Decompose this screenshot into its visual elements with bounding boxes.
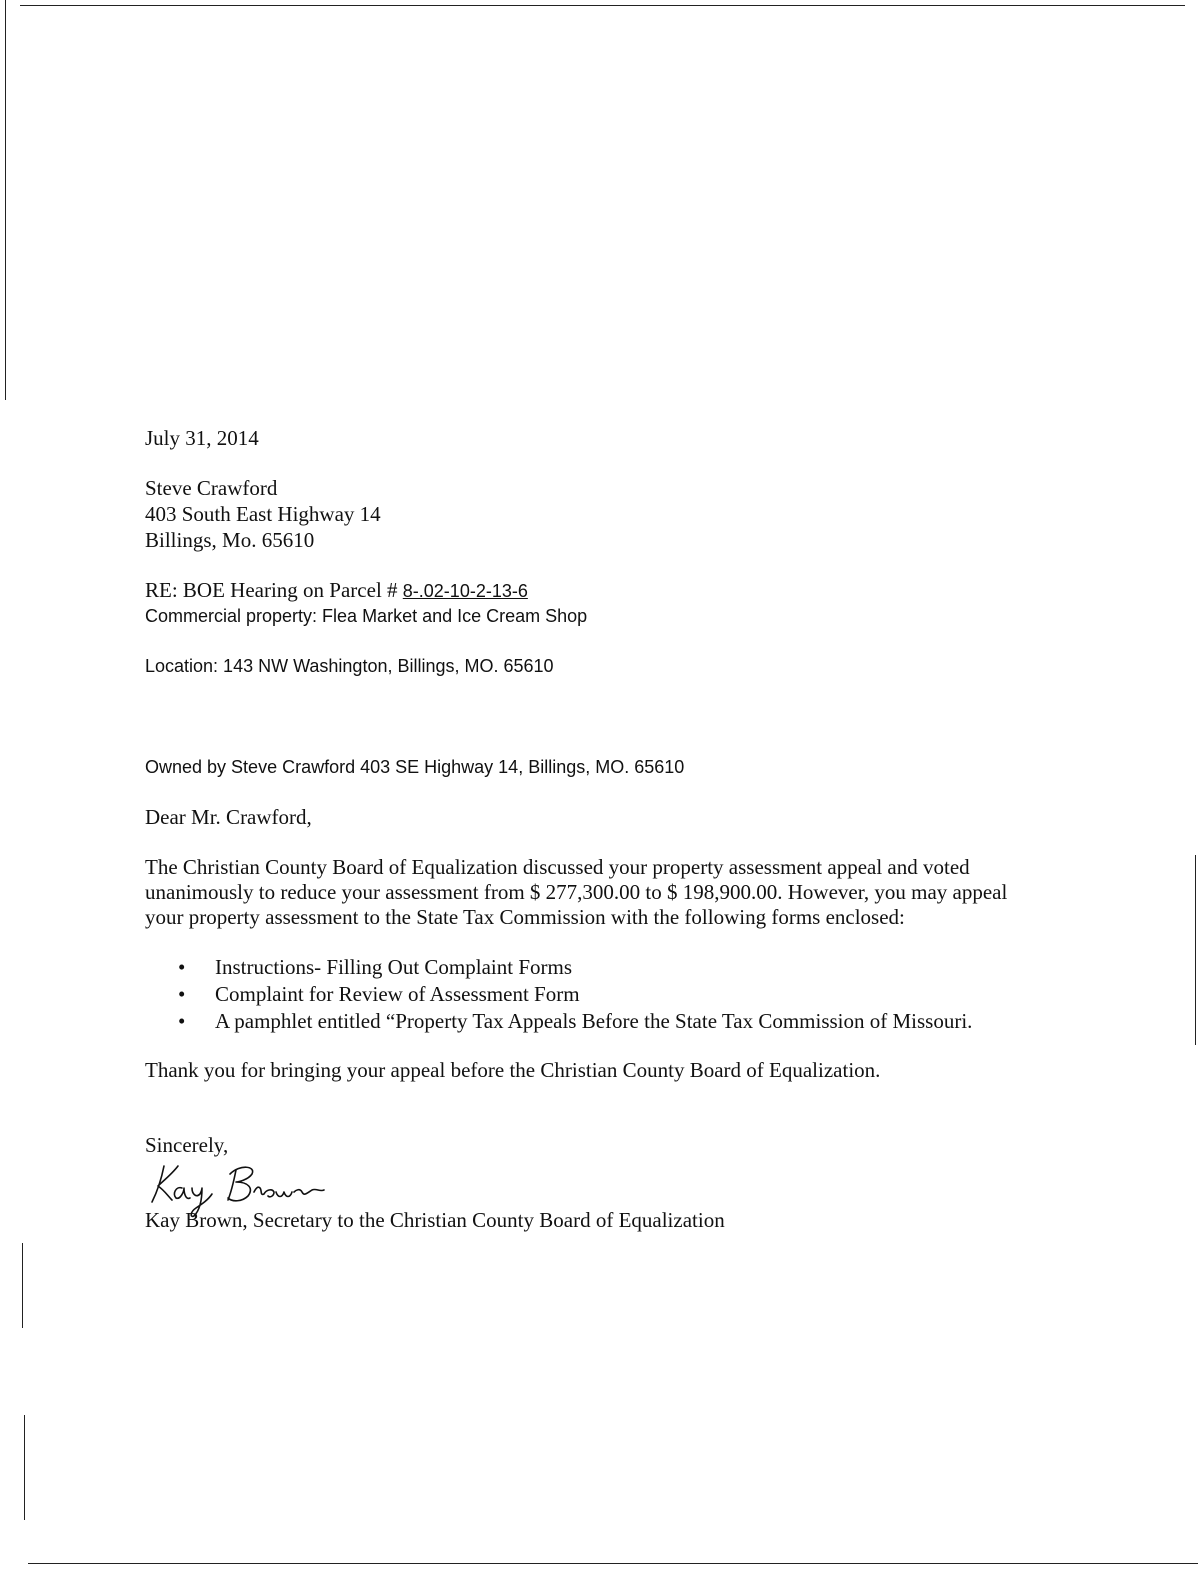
list-item-text: Complaint for Review of Assessment Form — [215, 982, 580, 1006]
list-item — [178, 1008, 972, 1034]
scan-border-right — [1195, 855, 1196, 1045]
bullet-icon: • — [178, 955, 186, 979]
re-prefix: RE: BOE Hearing on Parcel # — [145, 578, 398, 602]
list-item — [178, 981, 580, 1007]
letter-date: July 31, 2014 — [145, 426, 259, 450]
salutation: Dear Mr. Crawford, — [145, 805, 312, 829]
scan-border-left — [5, 0, 6, 400]
parcel-number: 8-.02-10-2-13-6 — [402, 581, 528, 601]
property-location: Location: 143 NW Washington, Billings, MO. 65610 — [145, 656, 554, 676]
signer-line: Kay Brown, Secretary to the Christian County Board of Equalization — [145, 1208, 725, 1232]
list-item-text: Instructions- Filling Out Complaint Forms — [215, 955, 573, 979]
recipient-street: 403 South East Highway 14 — [145, 502, 381, 526]
recipient-city: Billings, Mo. 65610 — [145, 528, 315, 552]
list-item — [178, 954, 572, 980]
scan-border-top — [20, 5, 1185, 6]
list-item-text: A pamphlet entitled “Property Tax Appeals Before the State Tax Commission of Missouri. — [215, 1009, 973, 1033]
recipient-name: Steve Crawford — [145, 476, 278, 500]
re-line — [145, 577, 528, 604]
closing: Sincerely, — [145, 1133, 229, 1157]
thank-you-line: Thank you for bringing your appeal before the Christian County Board of Equalization. — [145, 1058, 881, 1082]
body-line: unanimously to reduce your assessment from $ 277,300.00 to $ 198,900.00. However, you may appeal — [145, 880, 1008, 904]
scan-mark-left-2 — [24, 1415, 25, 1520]
bullet-icon: • — [178, 982, 186, 1006]
body-line: your property assessment to the State Tax Commission with the following forms enclosed: — [145, 905, 905, 929]
property-type: Commercial property: Flea Market and Ice Cream Shop — [145, 606, 588, 626]
bullet-icon: • — [178, 1009, 186, 1033]
body-line: The Christian County Board of Equalization discussed your property assessment appeal and voted — [145, 855, 970, 879]
scan-mark-left-1 — [22, 1243, 23, 1328]
property-owner: Owned by Steve Crawford 403 SE Highway 14, Billings, MO. 65610 — [145, 757, 685, 777]
scan-border-bottom — [28, 1563, 1198, 1564]
